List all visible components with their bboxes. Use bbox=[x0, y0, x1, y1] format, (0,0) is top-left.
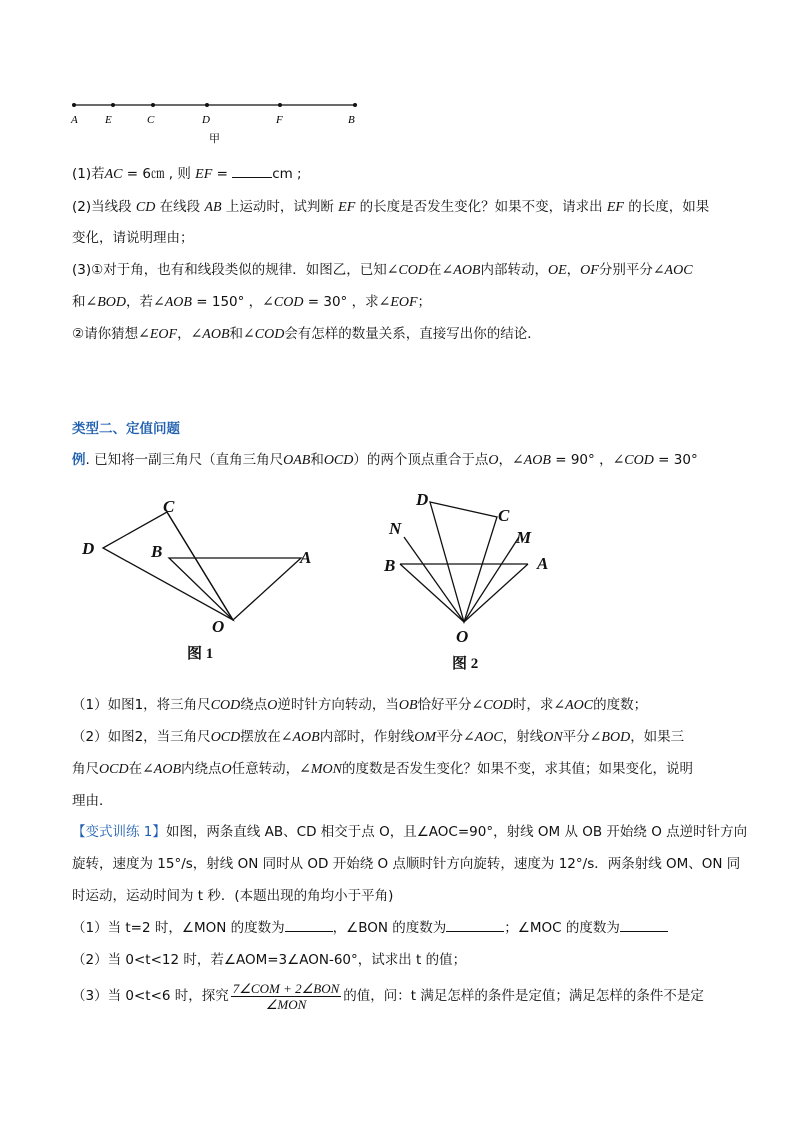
example-question-2-line-3: 理由． bbox=[72, 793, 113, 809]
fig2-label-d: D bbox=[416, 490, 429, 509]
question-3-line-2: 和∠BOD，若∠AOB = 150° ，∠COD = 30° ，求∠EOF； bbox=[72, 294, 432, 310]
point-label-e: E bbox=[105, 114, 112, 126]
question-3-line-3: ②请你猜想∠EOF，∠AOB和∠COD会有怎样的数量关系，直接写出你的结论． bbox=[72, 326, 541, 342]
fraction-expression: $\frac{\text{7∠COM + 2∠BON}}{\text{∠MON}}$ bbox=[232, 980, 340, 1012]
fig2-label-b: B bbox=[384, 556, 396, 575]
example-question-2-line-2: 角尺OCD在∠AOB内绕点O任意转动，∠MON的度数是否发生变化？如果不变，求其值；如果变化，说明 bbox=[72, 761, 693, 777]
fig1-label-a: A bbox=[300, 548, 312, 567]
fig2-label-c: C bbox=[498, 506, 510, 525]
point-label-a: A bbox=[71, 114, 78, 126]
question-1: (1)若AC = 6㎝ , 则 EF = cm ; bbox=[72, 166, 302, 182]
question-2-line-2: 变化，请说明理由； bbox=[72, 230, 194, 246]
figure-2 bbox=[380, 487, 570, 677]
fig1-label-d: D bbox=[82, 539, 95, 558]
drill-question-3: （3）当 0<t<6 时，探究 $\frac{\text{7∠COM + 2∠BON}}{\text{∠MON}}$ 的值，问：t 满足怎样的条件是定值；满足怎样的条件不是定 bbox=[72, 980, 704, 1012]
drill-intro-line-1: 【变式训练 1】如图，两条直线 AB、CD 相交于点 O，且∠AOC=90°，射线 OM 从 OB 开始绕 O 点逆时针方向 bbox=[72, 824, 748, 840]
drill-question-1: （1）当 t=2 时，∠MON 的度数为 ，∠BON 的度数为 ；∠MOC 的度数为 bbox=[72, 919, 668, 937]
point-label-d: D bbox=[202, 114, 210, 126]
fig1-label-c: C bbox=[163, 497, 175, 516]
answer-blank[interactable] bbox=[232, 165, 272, 178]
drill-question-2: （2）当 0<t<12 时，若∠AOM=3∠AON-60°，试求出 t 的值； bbox=[72, 952, 467, 968]
drill-tag: 【变式训练 1】 bbox=[72, 824, 166, 840]
fig2-caption: 图 2 bbox=[452, 656, 479, 672]
example-statement: 例. 已知将一副三角尺（直角三角尺OAB和OCD）的两个顶点重合于点O，∠AOB = 90° ，∠COD = 30° bbox=[72, 452, 698, 468]
fig2-label-n: N bbox=[389, 519, 402, 538]
section-heading: 类型二、定值问题 bbox=[72, 421, 180, 437]
answer-blank-moc[interactable] bbox=[620, 919, 668, 932]
question-2-line-1: (2)当线段 CD 在线段 AB 上运动时，试判断 EF 的长度是否发生变化？如果不变，请求出 EF 的长度，如果 bbox=[72, 199, 710, 215]
point-label-f: F bbox=[276, 114, 283, 126]
point-label-c: C bbox=[147, 114, 155, 126]
answer-blank-mon[interactable] bbox=[285, 919, 333, 932]
fig2-label-o: O bbox=[456, 627, 469, 646]
point-label-b: B bbox=[348, 114, 355, 126]
figure-caption-jia: 甲 bbox=[209, 133, 220, 145]
example-question-1: （1）如图1，将三角尺COD绕点O逆时针方向转动，当OB恰好平分∠COD时，求∠AOC的度数； bbox=[72, 697, 648, 713]
example-question-2-line-1: （2）如图2，当三角尺OCD摆放在∠AOB内部时，作射线OM平分∠AOC，射线ON平分∠BOD，如果三 bbox=[72, 729, 685, 745]
figure-1 bbox=[75, 490, 335, 670]
fig1-caption: 图 1 bbox=[187, 646, 214, 662]
fig2-label-a: A bbox=[537, 554, 549, 573]
drill-intro-line-2: 旋转，速度为 15°/s，射线 ON 同时从 OD 开始绕 O 点顺时针方向旋转，速度为 12°/s．两条射线 OM、ON 同 bbox=[72, 856, 741, 872]
fig2-label-m: M bbox=[516, 528, 532, 547]
answer-blank-bon[interactable] bbox=[446, 919, 504, 932]
question-3-line-1: (3)①对于角，也有和线段类似的规律．如图乙，已知∠COD在∠AOB内部转动，OE，OF分别平分∠AOC bbox=[72, 262, 693, 278]
drill-intro-line-3: 时运动，运动时间为 t 秒．(本题出现的角均小于平角) bbox=[72, 888, 394, 904]
segment-figure bbox=[60, 95, 380, 150]
fig1-label-o: O bbox=[212, 617, 225, 636]
fig1-label-b: B bbox=[151, 542, 163, 561]
